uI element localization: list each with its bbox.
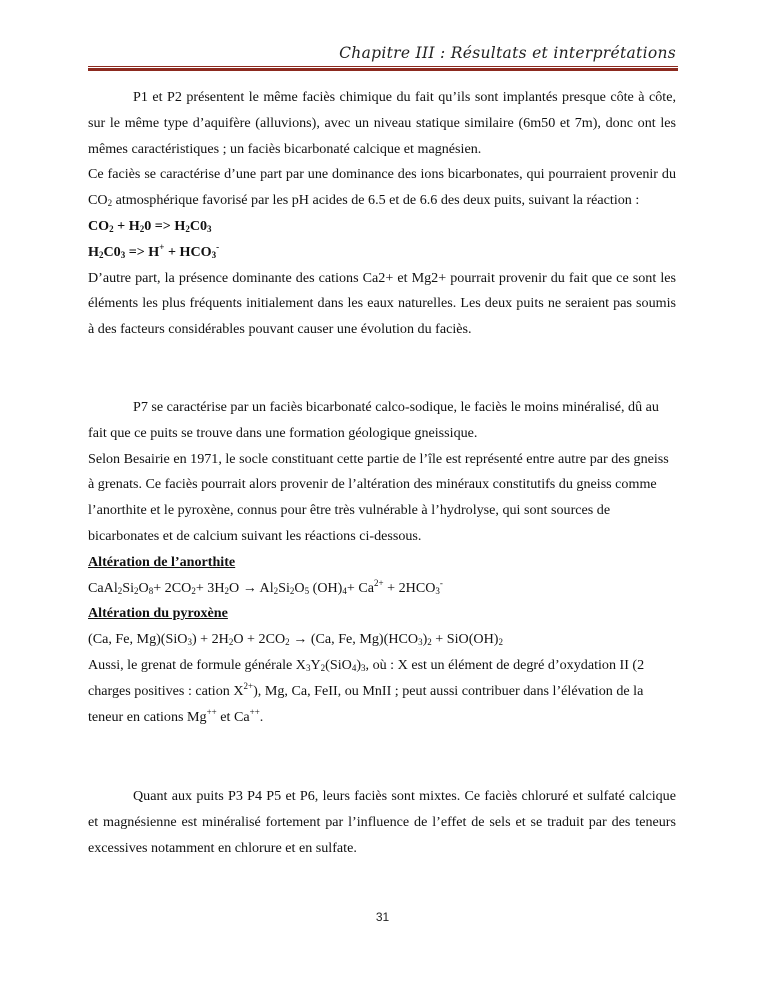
page-number: 31 [375, 910, 390, 924]
paragraph-p1-p2: P1 et P2 présentent le même faciès chimique du fait qu’ils sont implantés presque côte à côte, sur le même type d’aquifère (alluvions), avec un niveau statique similaire (6m50 et 7m), donc ont les mêmes caractéristiques ; un faciès bicarbonaté calcique et magnésien. [88, 89, 676, 157]
paragraph-besairie: Selon Besairie en 1971, le socle constituant cette partie de l’île est représenté entre autre par des gneiss à grenats. Ce faciès pourrait alors provenir de l’altération des minéraux constitutifs du gneiss comme l’anorthite et le pyroxène, connus pour être très vulnérable à l’hydrolyse, qui sont sources de bicarbonates et de calcium suivant les réactions ci-dessous. [88, 450, 669, 544]
equation-co2-h2o: $CO_2 + H_20 => H_2C0_3$ [88, 217, 212, 234]
chapter-header: Chapitre III : Résultats et interprétations [339, 44, 676, 62]
paragraph-p7: P7 se caractérise par un faciès bicarbonaté calco-sodique, le faciès le moins minéralisé, dû au fait que ce puits se trouve dans une formation géologique gneissique. [88, 399, 659, 441]
header-rule-thin [88, 66, 678, 67]
equation-pyroxene: (Ca, Fe, $Mg)(SiO_3) + 2H_2O + 2CO_2 \to (Ca$, Fe, $Mg)(HCO_3)_2 + SiO(OH)_2$ [88, 631, 503, 648]
section-mixed-facies [88, 784, 676, 861]
header-rule-thick [88, 68, 678, 71]
section-p7 [88, 395, 676, 730]
section-p1-p2 [88, 85, 676, 343]
paragraph-cations: D’autre part, la présence dominante des cations Ca2+ et Mg2+ pourrait provenir du fait que ce sont les éléments les plus fréquents initialement dans les eaux naturelles. Les deux puits ne seraient pas soumis à des facteurs considérables pouvant causer une évolution du faciès. [88, 269, 676, 338]
heading-anorthite: Altération de l’anorthite [88, 553, 236, 570]
paragraph-grenat: Aussi, le grenat de formule générale $X_3Y_2(SiO_4)_3$, où : X est un élément de degré d’oxydation II (2 charges positives : cation $X^{2+}$), Mg, Ca, FeII, ou MnII ; peut aussi contribuer dans l’élévation de la teneur en cations Mg++ et Ca++. [88, 656, 645, 725]
equation-anorthite: $CaAl_2Si_2O_8+ 2CO_2+ 3H_2O \to Al_2Si_2O_5$ $(OH)_4+ Ca^{2+} + 2HCO_3^-$ [88, 577, 443, 596]
equation-h2co3-dissociation: $H_2C0_3 => H^+ + HCO_3^-$ [88, 241, 220, 260]
heading-pyroxene: Altération du pyroxène [88, 605, 228, 622]
paragraph-mixed-facies: Quant aux puits P3 P4 P5 et P6, leurs faciès sont mixtes. Ce faciès chloruré et sulfaté calcique et magnésienne est minéralisé fortement par l’influence de l’effet de sels et se traduit par des teneurs excessives notamment en chlorure et en sulfate. [88, 788, 676, 856]
paragraph-bicarbonates: Ce faciès se caractérise d’une part par une dominance des ions bicarbonates, qui pourraient provenir du $CO_2$ atmosphérique favorisé par les pH acides de 6.5 et de 6.6 des deux puits, suivant la réaction : [88, 166, 676, 209]
